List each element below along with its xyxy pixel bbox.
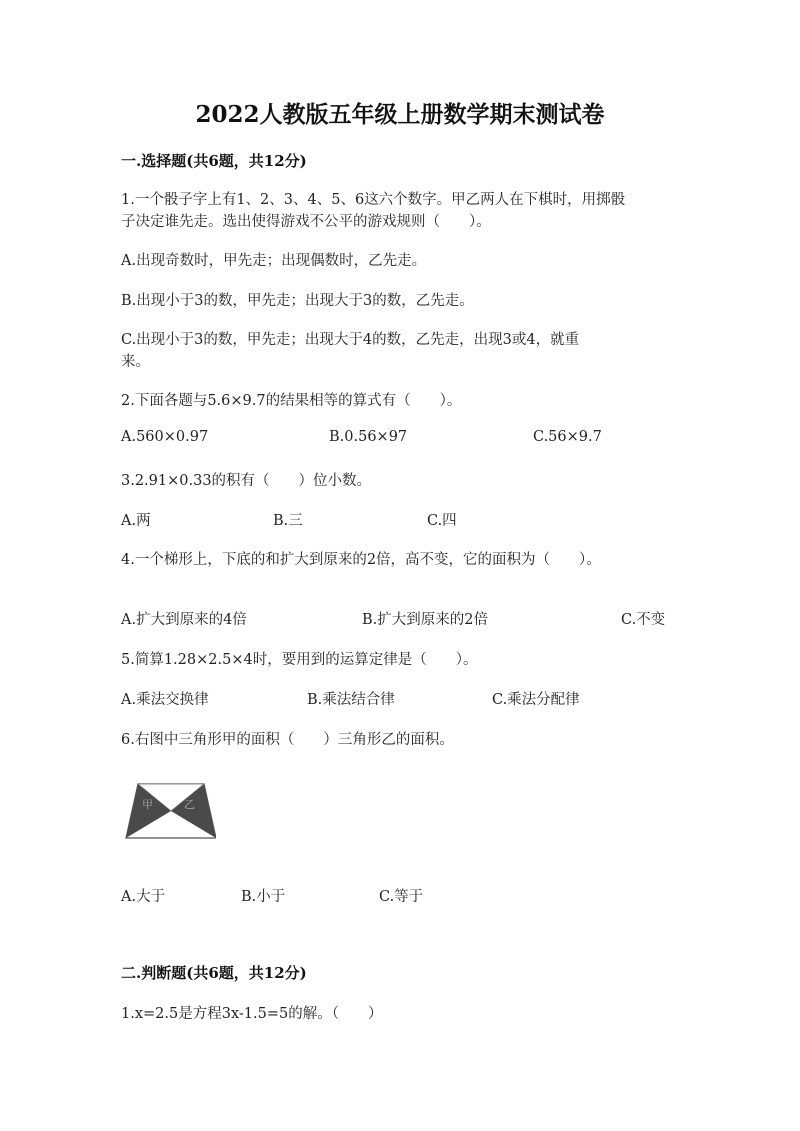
q5-option-a: A.乘法交换律	[121, 692, 209, 708]
q6-option-b: B.小于	[241, 889, 286, 905]
triangle-label-jia: 甲	[142, 798, 153, 811]
triangle-label-yi: 乙	[184, 798, 195, 811]
q1-option-b: B.出现小于3的数，甲先走；出现大于3的数，乙先走。	[121, 293, 474, 309]
q6-option-c: C.等于	[379, 889, 424, 905]
q3-stem: 3.2.91×0.33的积有（ ）位小数。	[121, 473, 372, 489]
q5-option-c: C.乘法分配律	[492, 692, 580, 708]
page-title: 2022人教版五年级上册数学期末测试卷	[195, 101, 605, 128]
q4-option-c: C.不变	[621, 612, 666, 628]
q4-option-b: B.扩大到原来的2倍	[362, 612, 488, 628]
section-heading-choice: 一.选择题(共6题，共12分)	[121, 152, 307, 170]
q5-option-b: B.乘法结合律	[307, 692, 395, 708]
q3-option-a: A.两	[121, 513, 151, 529]
q3-option-c: C.四	[427, 513, 457, 529]
q6-option-a: A.大于	[121, 889, 166, 905]
triangle-figure-svg	[124, 780, 216, 842]
q4-stem: 4.一个梯形上，下底的和扩大到原来的2倍，高不变，它的面积为（ ）。	[121, 552, 601, 568]
q5-stem: 5.简算1.28×2.5×4时，要用到的运算定律是（ ）。	[121, 652, 478, 668]
q3-option-b: B.三	[273, 513, 303, 529]
triangle-figure	[124, 780, 216, 842]
section-heading-judgment: 二.判断题(共6题，共12分)	[121, 964, 307, 982]
q1-stem-line2: 子决定谁先走。选出使得游戏不公平的游戏规则（ ）。	[121, 214, 491, 230]
q2-option-c: C.56×9.7	[533, 429, 602, 445]
q6-stem: 6.右图中三角形甲的面积（ ）三角形乙的面积。	[121, 732, 454, 748]
q2-option-a: A.560×0.97	[121, 429, 209, 445]
s2-q1-stem: 1.x=2.5是方程3x-1.5=5的解。（ ）	[121, 1006, 383, 1022]
q2-stem: 2.下面各题与5.6×9.7的结果相等的算式有（ ）。	[121, 393, 462, 409]
q4-option-a: A.扩大到原来的4倍	[121, 612, 247, 628]
q1-option-c-line2: 来。	[121, 354, 150, 370]
q1-stem-line1: 1.一个骰子字上有1、2、3、4、5、6这六个数字。甲乙两人在下棋时，用掷骰	[121, 192, 626, 208]
q1-option-a: A.出现奇数时，甲先走；出现偶数时，乙先走。	[121, 253, 427, 269]
q1-option-c-line1: C.出现小于3的数，甲先走；出现大于4的数，乙先走，出现3或4，就重	[121, 332, 580, 348]
q2-option-b: B.0.56×97	[329, 429, 408, 445]
